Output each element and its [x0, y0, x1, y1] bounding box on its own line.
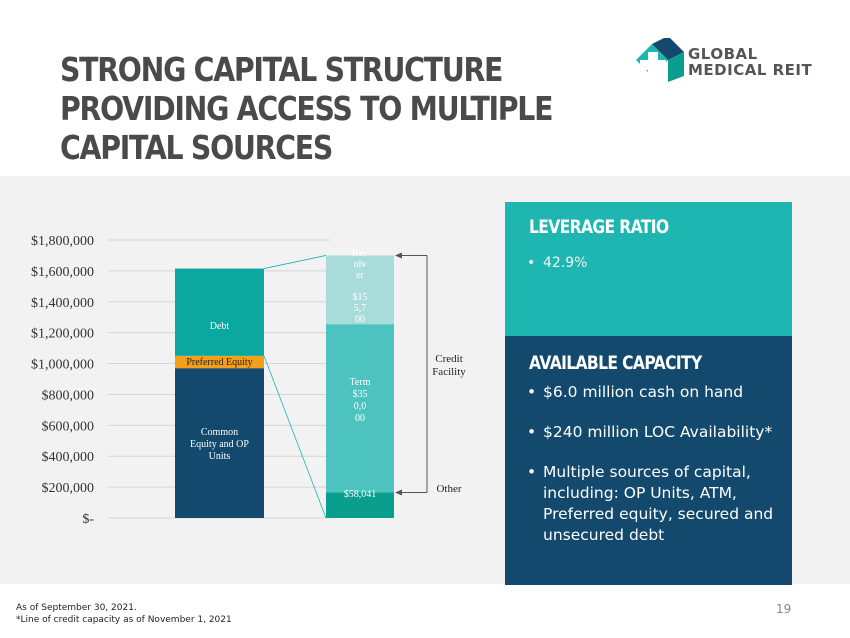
y-tick-label: $800,000: [41, 388, 94, 404]
footnotes: [16, 602, 232, 626]
page-title: [60, 50, 553, 167]
footnote-date: As of September 30, 2021.: [16, 603, 137, 613]
y-tick-label: $1,800,000: [31, 234, 94, 249]
leverage-list: [527, 253, 587, 274]
segment-label-common-equity: Common: [200, 427, 239, 438]
segment-label-preferred-equity: Preferred Equity: [186, 357, 253, 368]
connector-line-bottom: [264, 356, 326, 518]
leverage-item: • 42.9%: [527, 253, 587, 274]
credit-facility-label: Credit: [435, 353, 463, 365]
credit-facility-label: Facility: [432, 366, 466, 378]
arrowhead-top: [395, 252, 402, 258]
logo-line-1: GLOBAL: [688, 45, 758, 63]
segment-label-term: $35: [352, 389, 368, 400]
y-tick-label: $1,400,000: [31, 295, 94, 311]
connector-line-top: [264, 255, 326, 268]
capacity-heading: AVAILABLE CAPACITY: [529, 352, 702, 374]
segment-label-common-equity: Equity and OP: [190, 439, 249, 450]
capacity-list: [527, 382, 785, 565]
y-tick-label: $1,200,000: [31, 326, 94, 342]
title-line-2: PROVIDING ACCESS TO MULTIPLE: [60, 89, 553, 128]
segment-label-other-debt: $58,041: [343, 489, 377, 500]
capacity-item-sources: • Multiple sources of capital, including: OP Units, ATM, Preferred equity, secured and unsecured debt: [527, 462, 785, 546]
segment-label-term: 0,0: [353, 401, 367, 412]
y-tick-label: $1,000,000: [31, 357, 94, 373]
capacity-item-loc: • $240 million LOC Availability*: [527, 422, 785, 443]
segment-label-term: Term: [349, 377, 371, 388]
leverage-heading: LEVERAGE RATIO: [529, 216, 669, 238]
segment-label-revolver: 00: [355, 314, 365, 325]
page-number: 19: [776, 602, 792, 616]
footnote-loc: *Line of credit capacity as of November 1, 2021: [16, 615, 232, 625]
segment-label-term: 00: [355, 413, 365, 424]
capacity-item-cash: • $6.0 million cash on hand: [527, 382, 785, 403]
segment-label-revolver: $15: [352, 292, 368, 303]
leverage-ratio-panel: [505, 202, 792, 336]
y-tick-label: $400,000: [41, 450, 94, 466]
segment-label-common-equity: Units: [208, 451, 231, 462]
title-line-1: STRONG CAPITAL STRUCTURE: [60, 50, 503, 89]
segment-label-revolver: er: [356, 270, 364, 281]
segment-label-debt: Debt: [209, 321, 230, 332]
arrowhead-bottom: [395, 490, 402, 496]
segment-label-revolver: olv: [353, 259, 367, 270]
segment-label-revolver: 5,7: [353, 303, 367, 314]
title-line-3: CAPITAL SOURCES: [60, 128, 333, 167]
logo-line-2: MEDICAL REIT: [688, 61, 813, 79]
capital-structure-chart: [0, 200, 500, 540]
y-tick-label: $600,000: [41, 419, 94, 435]
company-logo-text: [688, 46, 812, 78]
y-tick-label: $1,600,000: [31, 264, 94, 280]
other-label: Other: [436, 483, 462, 495]
y-tick-label: $200,000: [41, 481, 94, 497]
available-capacity-panel: [505, 336, 792, 585]
y-tick-label: $-: [82, 512, 94, 527]
segment-label-revolver: Rev: [351, 248, 369, 259]
stack-segment: [175, 269, 264, 356]
